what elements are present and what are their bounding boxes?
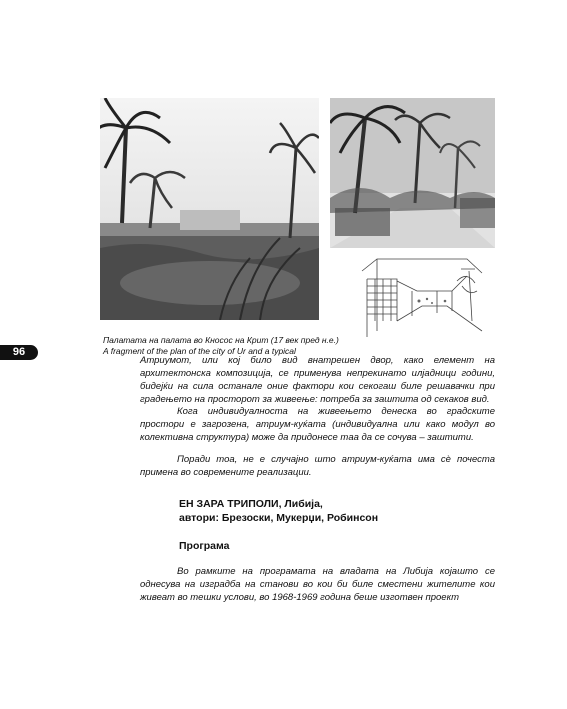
project-paragraph: Во рамките на програмата на владата на Либија којашто се однесува на изградба на станови во кои би биле сместени жителите кои живеат во тешки услови, во 1968-1969 година беше изготвен проект [140, 566, 495, 603]
page-number: 96 [0, 345, 38, 360]
body-paragraph-3: Поради тоа, не е случајно што атриум-куќата има сè почеста примена во современите реализации. [140, 454, 495, 478]
sketch-street [357, 251, 485, 339]
section-title: Програма [179, 540, 230, 552]
photo-palm-street [330, 98, 495, 248]
figure-caption-line2: A fragment of the plan of the city of Ur and a typical [103, 346, 296, 356]
body-paragraph-1: Атриумот, или кој било вид внатрешен двор, како елемент на архитектонска композиција, се применува непрекинато илјадници години, бидејќи на сила останале оние фактори кои секогаш биле решавачки при градењето на просторот за живеење: потреба за заштита од секаков вид. [140, 355, 495, 405]
project-title: ЕН ЗАРА ТРИПОЛИ, Либија, [179, 498, 323, 510]
photo-oasis [100, 98, 319, 320]
project-authors: автори: Брезоски, Мукерџи, Робинсон [179, 512, 379, 524]
figure-caption-line1: Палатата на палата во Кносос на Крит (17 век пред н.е.) [103, 335, 339, 345]
body-paragraph-2: Кога индивидуалноста на живеењето денеска во градските простори е загрозена, атриум-куќата (индивидуална или како модул во колективна структура) може да придонесе тaa да се сочува – заштити. [140, 406, 495, 443]
